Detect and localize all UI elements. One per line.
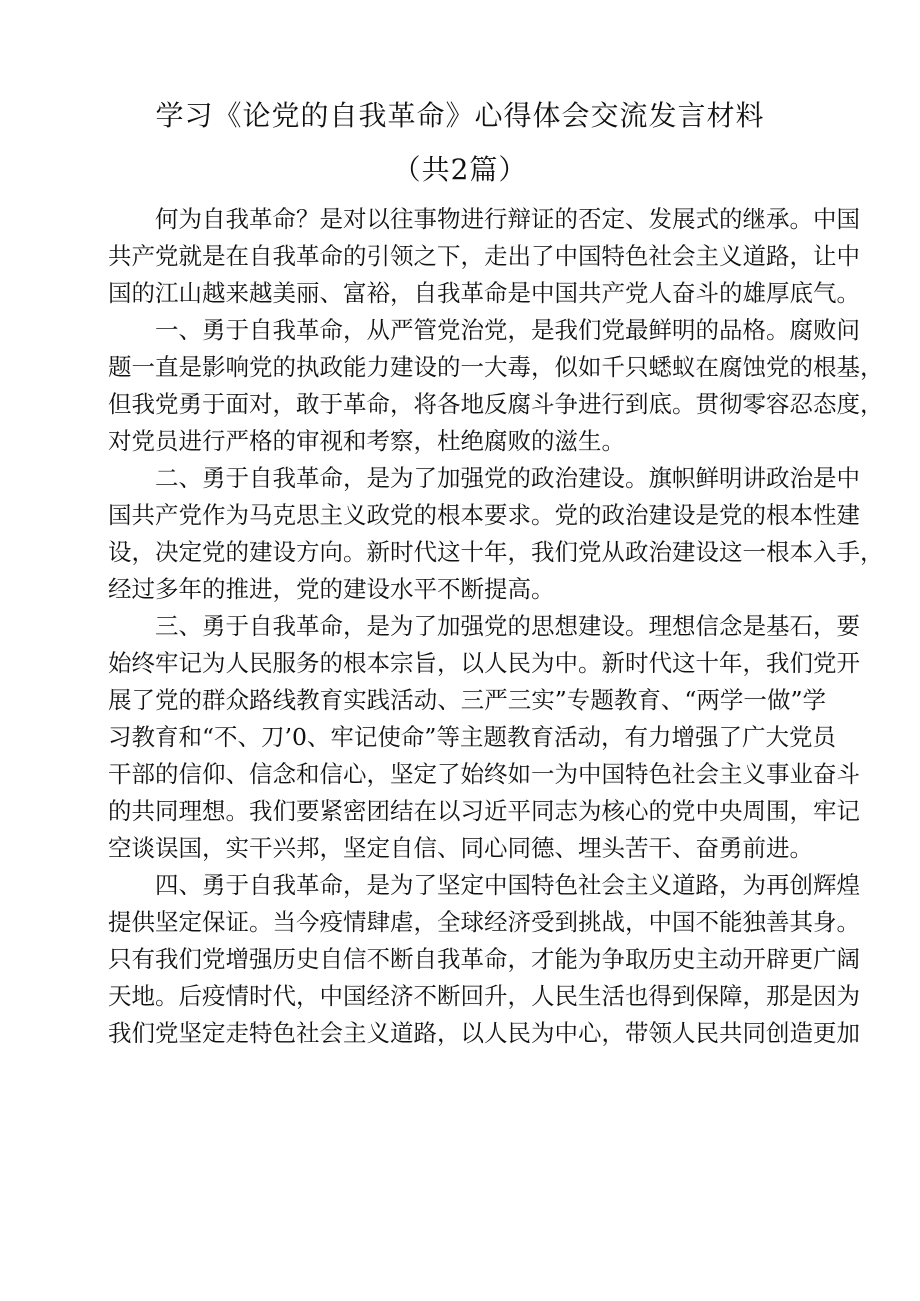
paragraph-line: 只有我们党增强历史自信不断自我革命，才能为争取历史主动开辟更广阔 bbox=[108, 945, 860, 973]
paragraph-line: 四、勇于自我革命，是为了坚定中国特色社会主义道路，为再创辉煌 bbox=[155, 871, 860, 899]
paragraph-line: 天地。后疫情时代，中国经济不断回升，人民生活也得到保障，那是因为 bbox=[108, 982, 860, 1010]
paragraph-line: 但我党勇于面对，敢于革命，将各地反腐斗争进行到底。贯彻零容忍态度， bbox=[108, 390, 884, 418]
paragraph-line: 共产党就是在自我革命的引领之下，走出了中国特色社会主义道路，让中 bbox=[108, 242, 860, 270]
paragraph-line: 的共同理想。我们要紧密团结在以习近平同志为核心的党中央周围，牢记 bbox=[108, 797, 860, 825]
document-title: 学习《论党的自我革命》心得体会交流发言材料 bbox=[155, 99, 765, 132]
paragraph-line: 干部的信仰、信念和信心，坚定了始终如一为中国特色社会主义事业奋斗 bbox=[108, 760, 860, 788]
paragraph-line: 提供坚定保证。当今疫情肆虐，全球经济受到挑战，中国不能独善其身。 bbox=[108, 908, 860, 936]
paragraph-line: 国共产党作为马克思主义政党的根本要求。党的政治建设是党的根本性建 bbox=[108, 501, 860, 529]
paragraph-intro bbox=[108, 201, 860, 312]
paragraph-line: 空谈误国，实干兴邦，坚定自信、同心同德、埋头苦干、奋勇前进。 bbox=[108, 834, 813, 862]
paragraph-line: 习教育和“不、刀’0、牢记使命”等主题教育活动，有力增强了广大党员 bbox=[108, 723, 836, 751]
document-subtitle: （共2篇） bbox=[392, 153, 528, 186]
paragraph-line: 对党员进行严格的审视和考察，杜绝腐败的滋生。 bbox=[108, 427, 625, 455]
paragraph-section-2 bbox=[108, 460, 884, 608]
paragraph-section-1 bbox=[108, 312, 884, 460]
document-body bbox=[108, 201, 884, 1052]
paragraph-line: 始终牢记为人民服务的根本宗旨，以人民为中。新时代这十年，我们党开 bbox=[108, 649, 860, 677]
paragraph-line: 我们党坚定走特色社会主义道路，以人民为中心，带领人民共同创造更加 bbox=[108, 1019, 860, 1047]
paragraph-section-3 bbox=[108, 608, 860, 867]
paragraph-line: 经过多年的推进，党的建设水平不断提高。 bbox=[108, 575, 555, 603]
paragraph-line: 三、勇于自我革命，是为了加强党的思想建设。理想信念是基石，要 bbox=[155, 612, 860, 640]
paragraph-line: 国的江山越来越美丽、富裕，自我革命是中国共产党人奋斗的雄厚底气。 bbox=[108, 279, 860, 307]
paragraph-section-4 bbox=[108, 867, 860, 1052]
paragraph-line: 题一直是影响党的执政能力建设的一大毒，似如千只蟋蚁在腐蚀党的根基， bbox=[108, 353, 884, 381]
paragraph-line: 设，决定党的建设方向。新时代这十年，我们党从政治建设这一根本入手， bbox=[108, 538, 884, 566]
paragraph-line: 一、勇于自我革命，从严管党治党，是我们党最鲜明的品格。腐败问 bbox=[155, 316, 860, 344]
paragraph-line: 何为自我革命？是对以往事物进行辩证的否定、发展式的继承。中国 bbox=[155, 205, 860, 233]
paragraph-line: 展了党的群众路线教育实践活动、三严三实”专题教育、“两学一做”学 bbox=[108, 686, 826, 714]
paragraph-line: 二、勇于自我革命，是为了加强党的政治建设。旗帜鲜明讲政治是中 bbox=[155, 464, 860, 492]
